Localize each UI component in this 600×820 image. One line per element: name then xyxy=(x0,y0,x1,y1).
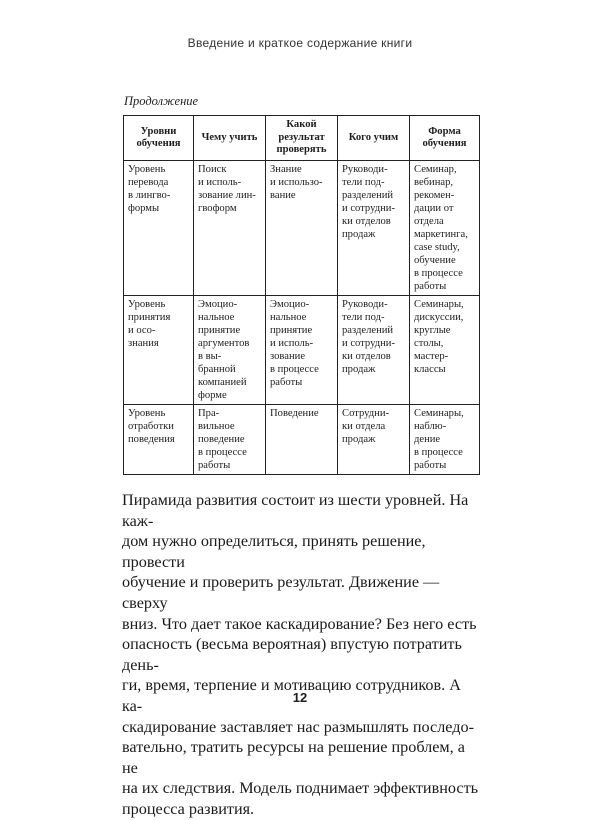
table-cell: Уровень перевода в лингво- формы xyxy=(124,161,194,296)
table-cell: Эмоцио- нальное принятие аргументов в вы- бранной компанией форме xyxy=(194,296,266,405)
col-header-form: Форма обучения xyxy=(410,116,480,161)
page-number: 12 xyxy=(292,690,308,705)
table-cell: Поведение xyxy=(266,405,338,475)
table-cell: Семинар, вебинар, рекомен- дации от отдела маркетинга, case study, обучение в процессе работы xyxy=(410,161,480,296)
table-cell: Поиск и исполь- зование лин- гвоформ xyxy=(194,161,266,296)
table-continuation-label: Продолжение xyxy=(124,94,199,108)
col-header-what-to-teach: Чему учить xyxy=(194,116,266,161)
table-row xyxy=(124,405,480,475)
table-cell: Руководи- тели под- разделений и сотрудни- ки отделов продаж xyxy=(338,296,410,405)
table-row xyxy=(124,296,480,405)
table-cell: Семинары, дискуссии, круглые столы, мастер- классы xyxy=(410,296,480,405)
body-paragraph: Пирамида развития состоит из шести уровней. На каж- дом нужно определиться, принять решение, провести обучение и проверить результат. Движение — сверху вниз. Что дает такое каскадирование? Без него есть опасность (весьма вероятная) впустую потратить день- ги, время, терпение и мотивацию сотрудников. А ка- скадирование заставляет нас размышлять последо- вательно, тратить ресурсы на решение проблем, а не на их следствия. Модель поднимает эффективность процесса развития. xyxy=(122,491,479,818)
table-cell: Уровень принятия и осо- знания xyxy=(124,296,194,405)
table-cell: Семинары, наблю- дение в процессе работы xyxy=(410,405,480,475)
table-cell: Пра- вильное поведение в процессе работы xyxy=(194,405,266,475)
running-header: Введение и краткое содержание книги xyxy=(187,36,413,50)
table-cell: Сотрудни- ки отдела продаж xyxy=(338,405,410,475)
col-header-whom: Кого учим xyxy=(338,116,410,161)
table-row xyxy=(124,161,480,296)
table-cell: Эмоцио- нальное принятие и исполь- зование в процессе работы xyxy=(266,296,338,405)
col-header-levels: Уровни обучения xyxy=(124,116,194,161)
col-header-result: Какой результат проверять xyxy=(266,116,338,161)
table-cell: Уровень отработки поведения xyxy=(124,405,194,475)
table-cell: Руководи- тели под- разделений и сотрудни- ки отделов продаж xyxy=(338,161,410,296)
table-cell: Знание и использо- вание xyxy=(266,161,338,296)
table-header-row xyxy=(124,116,480,161)
learning-levels-table xyxy=(123,115,480,475)
